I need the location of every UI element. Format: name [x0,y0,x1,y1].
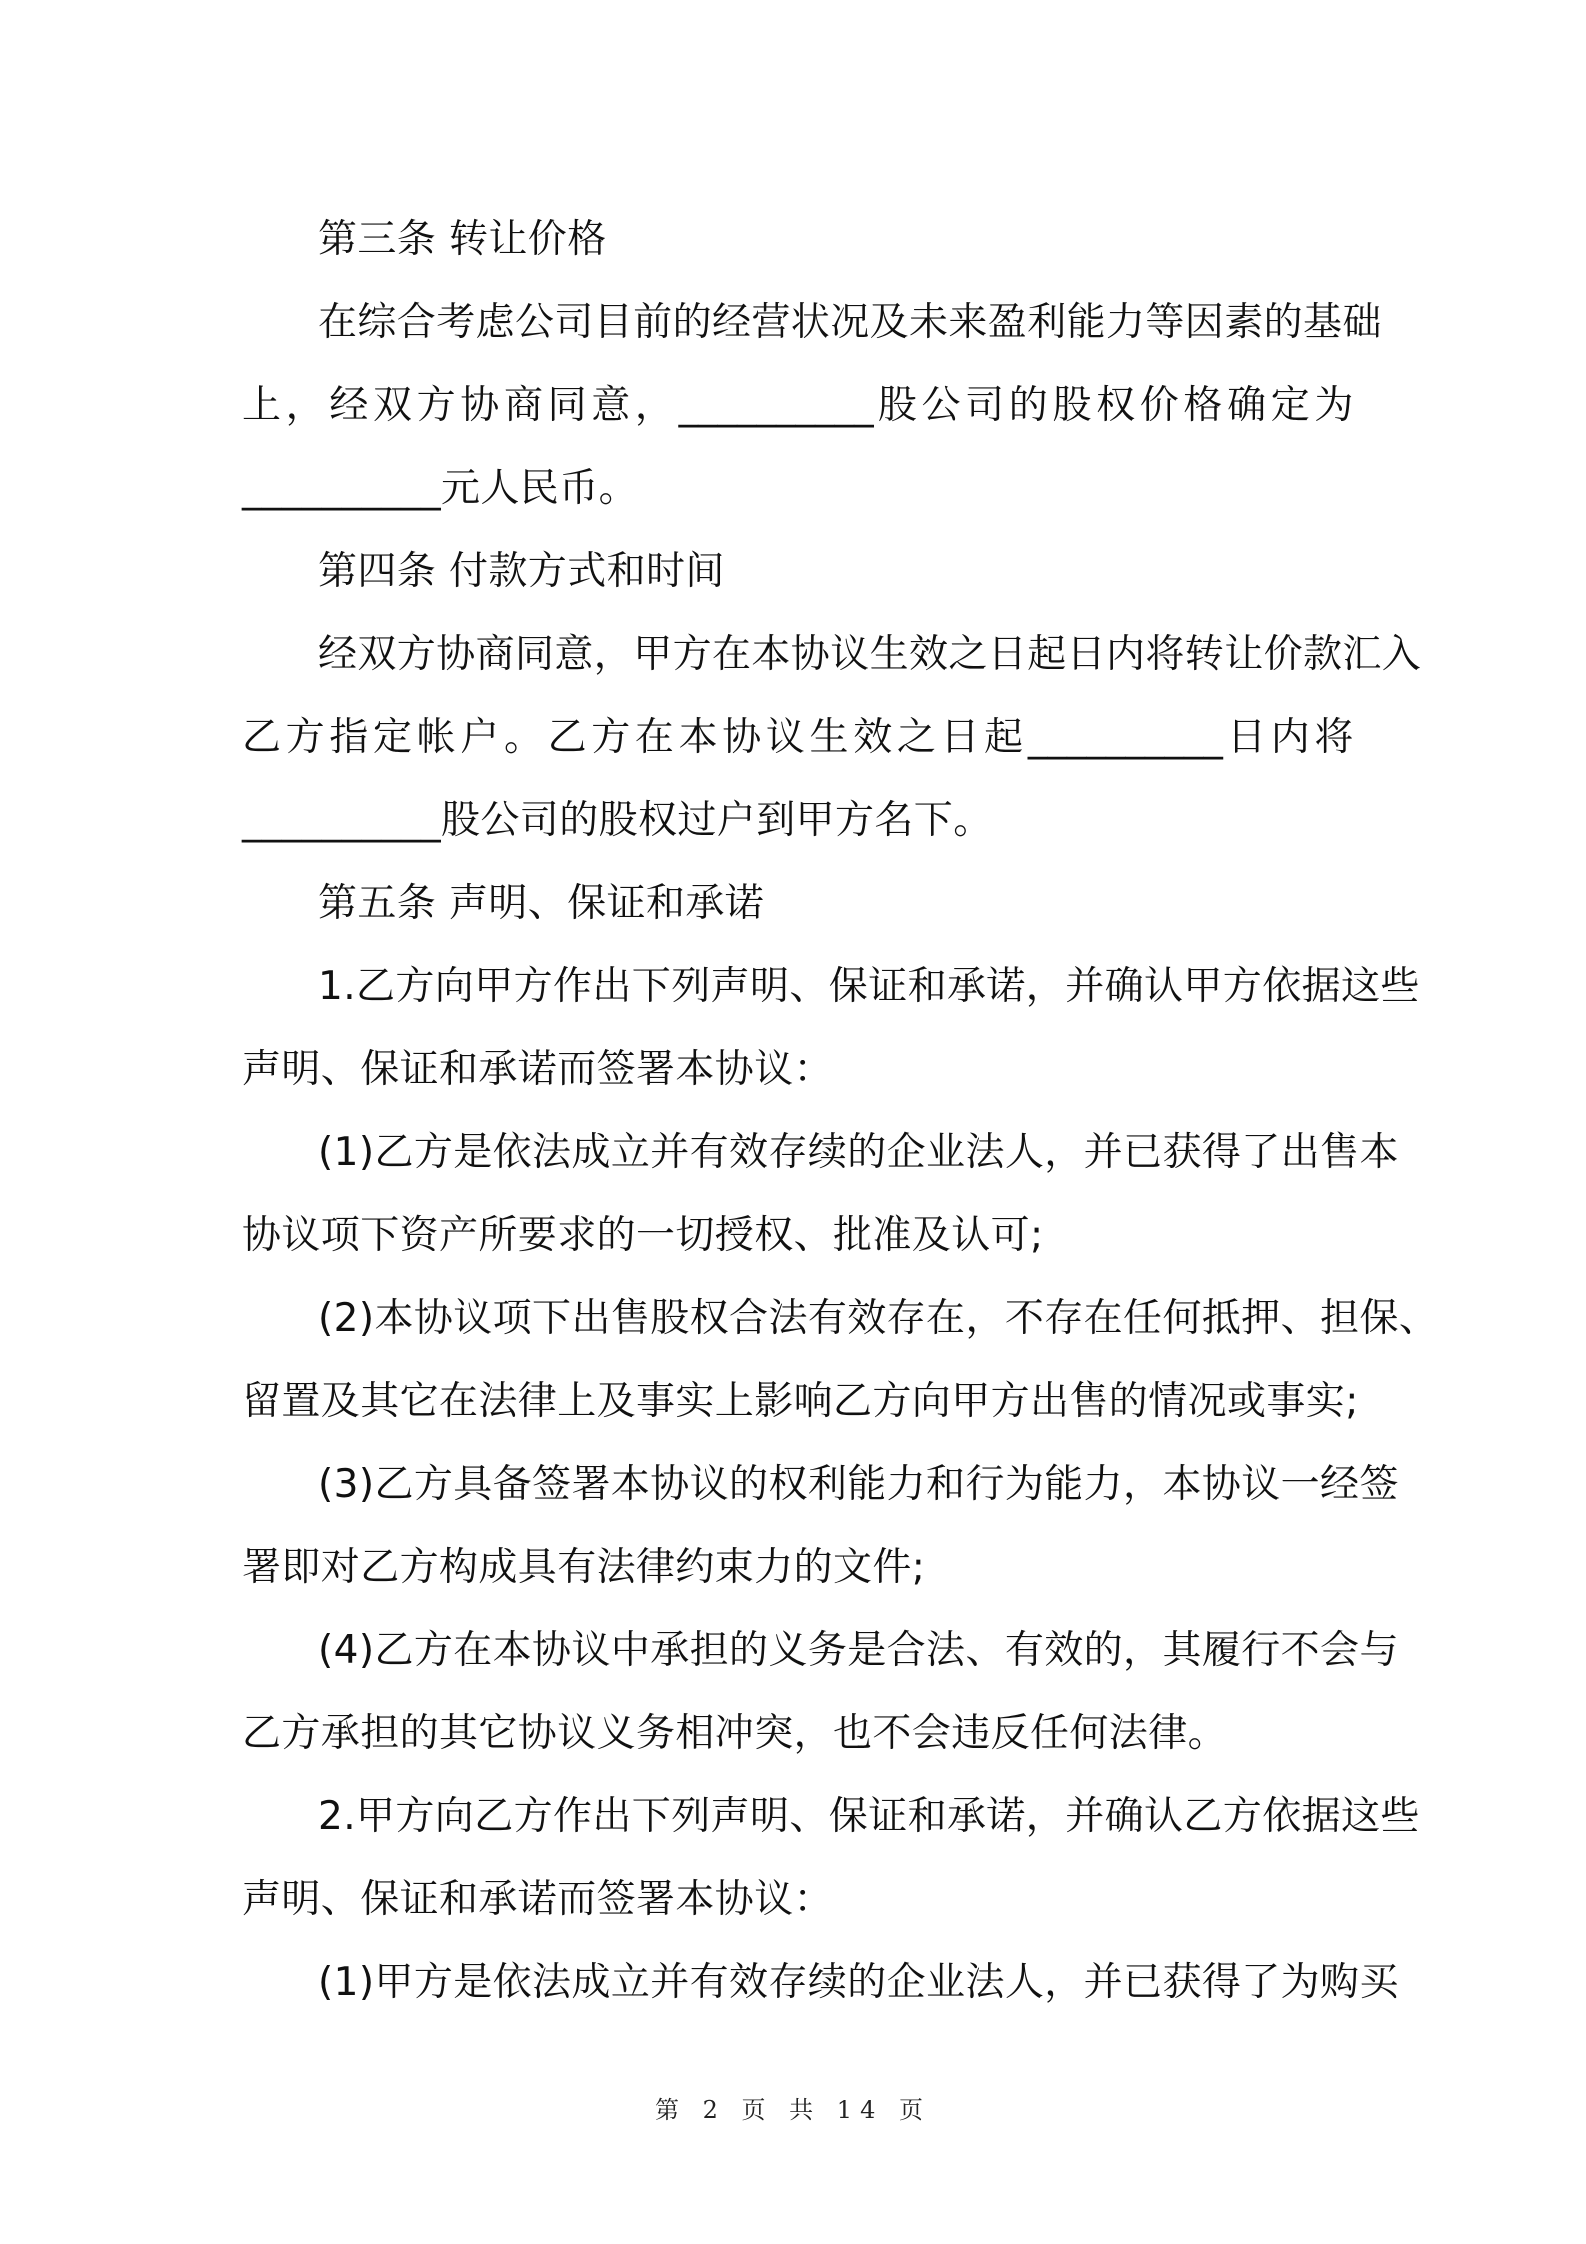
list-item-line: 留置及其它在法律上及事实上影响乙方向甲方出售的情况或事实; [242,1379,1359,1424]
text-glyph: 的 [1008,383,1049,428]
text-glyph: 确 [1227,383,1267,428]
text-glyph: 内 [1270,715,1311,760]
text-glyph: 定 [372,715,413,760]
text-glyph: 权 [1096,383,1136,428]
text-glyph: 日 [940,715,980,760]
text-glyph: 帐 [416,715,457,760]
text-glyph: 经 [329,383,369,428]
text-glyph: 格 [1183,383,1223,428]
paragraph-line: 经双方协商同意，甲方在本协议生效之日起日内将转让价款汇入 [318,632,1422,677]
list-item-line: 协议项下资产所要求的一切授权、批准及认可; [242,1213,1044,1258]
text-glyph: 上 [242,383,282,428]
paragraph-line: __________股公司的股权过户到甲方名下。 [242,798,993,843]
fill-in-blank: __________ [678,383,874,428]
text-glyph: ， [634,383,675,428]
text-glyph: 本 [678,715,718,760]
text-glyph: 日 [1227,715,1267,760]
text-glyph: ， [285,383,326,428]
page-number-footer: 第 2 页 共 14 页 [655,2096,931,2124]
paragraph-line: 2.甲方向乙方作出下列声明、保证和承诺，并确认乙方依据这些 [318,1794,1420,1839]
text-glyph: 价 [1139,383,1180,428]
list-item-line: (2)本协议项下出售股权合法有效存在，不存在任何抵押、担保、 [318,1296,1439,1341]
list-item-line: (1)甲方是依法成立并有效存续的企业法人，并已获得了为购买 [318,1960,1399,2005]
text-glyph: 户 [460,715,500,760]
text-glyph: 股 [877,383,918,428]
list-item-line: (1)乙方是依法成立并有效存续的企业法人，并已获得了出售本 [318,1130,1399,1175]
text-glyph: 将 [1314,715,1354,760]
text-glyph: 指 [329,715,369,760]
text-glyph: 公 [921,383,961,428]
paragraph-line: __________元人民币。 [242,466,639,511]
text-glyph: 为 [1314,383,1354,428]
text-glyph: 协 [460,383,500,428]
article-4-heading: 第四条 付款方式和时间 [318,549,725,594]
text-glyph: 同 [547,383,587,428]
text-glyph: 双 [372,383,413,428]
list-item-line: 乙方承担的其它协议义务相冲突，也不会违反任何法律。 [242,1711,1228,1756]
text-glyph: 效 [853,715,893,760]
text-glyph: 在 [634,715,675,760]
text-glyph: 议 [765,715,806,760]
paragraph-line: 在综合考虑公司目前的经营状况及未来盈利能力等因素的基础 [318,300,1382,345]
paragraph-line: 声明、保证和承诺而签署本协议： [242,1047,834,1092]
text-glyph: 股 [1052,383,1092,428]
text-glyph: 司 [965,383,1005,428]
paragraph-line: 1.乙方向甲方作出下列声明、保证和承诺，并确认甲方依据这些 [318,964,1420,1009]
text-glyph: 方 [416,383,457,428]
paragraph-line-justified [242,364,1354,447]
text-glyph: 生 [809,715,849,760]
text-glyph: 方 [285,715,326,760]
text-glyph: 之 [896,715,937,760]
document-body [242,198,1439,2024]
text-glyph: 商 [503,383,544,428]
list-item-line: (4)乙方在本协议中承担的义务是合法、有效的，其履行不会与 [318,1628,1399,1673]
paragraph-line: 声明、保证和承诺而签署本协议： [242,1877,834,1922]
text-glyph: 定 [1270,383,1311,428]
text-glyph: 乙 [547,715,587,760]
text-glyph: 协 [722,715,762,760]
list-item-line: 署即对乙方构成具有法律约束力的文件; [242,1545,926,1590]
list-item-line: (3)乙方具备签署本协议的权利能力和行为能力，本协议一经签 [318,1462,1399,1507]
fill-in-blank: __________ [1027,715,1223,760]
paragraph-line-justified [242,696,1354,779]
article-5-heading: 第五条 声明、保证和承诺 [318,881,765,926]
article-3-heading: 第三条 转让价格 [318,217,607,262]
text-glyph: 乙 [242,715,282,760]
text-glyph: 意 [591,383,631,428]
text-glyph: 方 [591,715,631,760]
text-glyph: 。 [503,715,544,760]
text-glyph: 起 [984,715,1024,760]
